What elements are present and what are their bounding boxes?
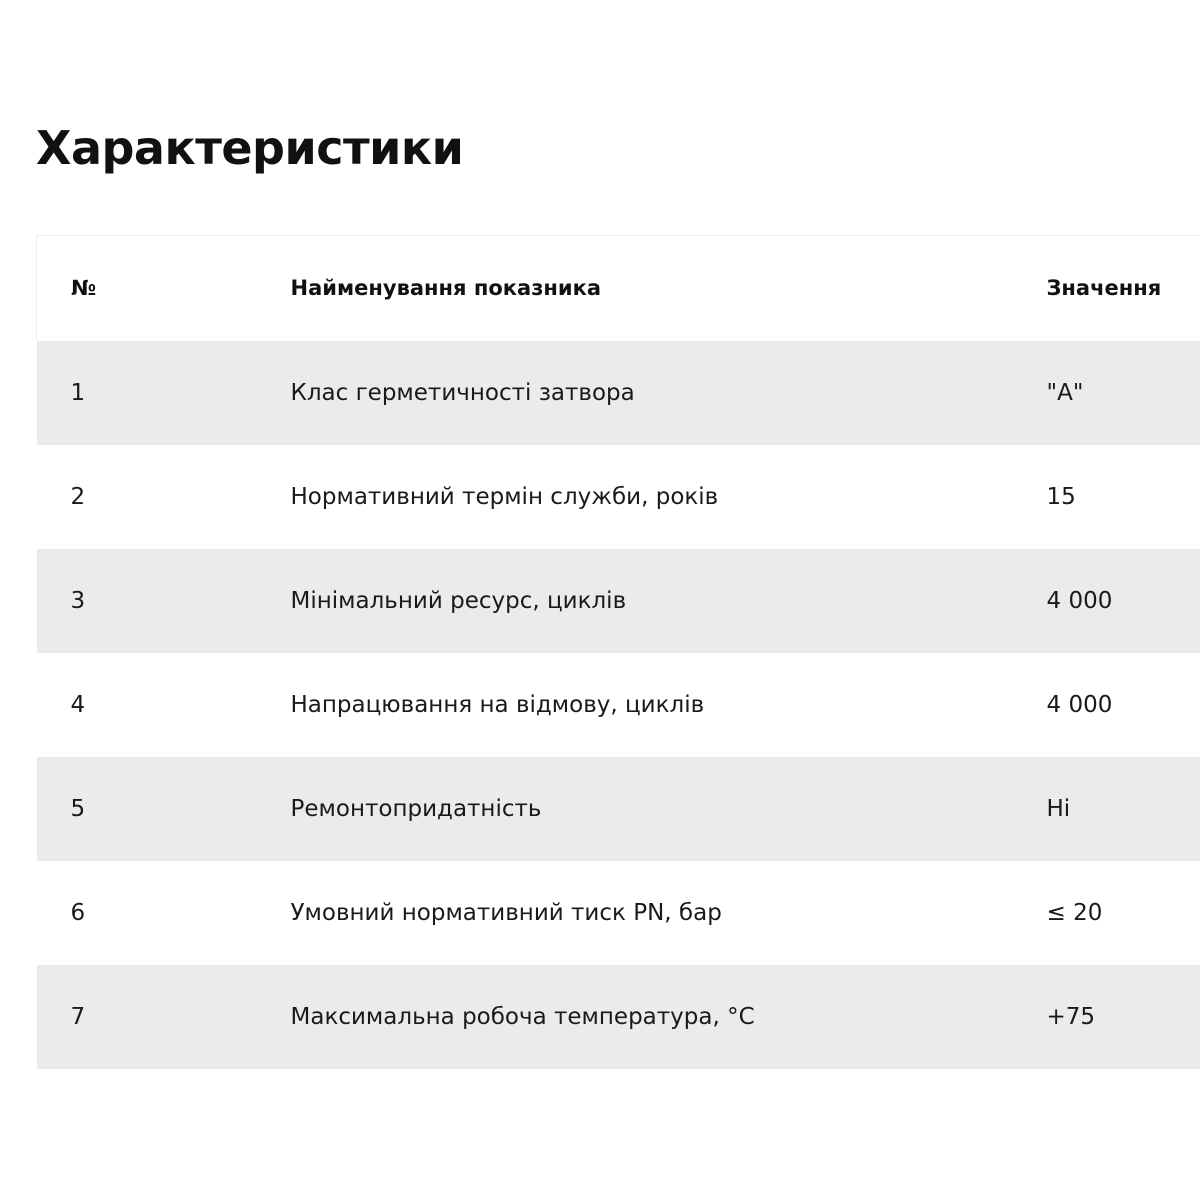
row-name: Умовний нормативний тиск PN, бар (290, 899, 722, 926)
row-value: 4 000 (1046, 587, 1113, 614)
table-row (37, 965, 1200, 1069)
header-name: Найменування показника (290, 276, 602, 301)
row-number: 5 (70, 795, 86, 822)
row-number: 4 (70, 691, 86, 718)
row-value: "А" (1046, 379, 1084, 406)
table-row (37, 341, 1200, 445)
row-number: 6 (70, 899, 86, 926)
row-number: 7 (70, 1003, 86, 1030)
row-value: ≤ 20 (1046, 899, 1103, 926)
table-row (37, 757, 1200, 861)
header-number: № (71, 276, 97, 301)
row-name: Мінімальний ресурс, циклів (290, 587, 627, 614)
page-title: Характеристики (36, 121, 464, 175)
specs-table (36, 235, 1200, 1069)
row-name: Ремонтопридатність (290, 795, 542, 822)
row-name: Нормативний термін служби, років (290, 483, 719, 510)
row-number: 1 (70, 379, 86, 406)
row-value: Ні (1046, 795, 1071, 822)
row-number: 2 (70, 483, 86, 510)
table-row (37, 653, 1200, 757)
table-header (37, 236, 1200, 341)
table-row (37, 861, 1200, 965)
table-body (37, 341, 1200, 1069)
table-row (37, 549, 1200, 653)
row-name: Максимальна робоча температура, °C (290, 1003, 755, 1030)
row-value: 4 000 (1046, 691, 1113, 718)
header-value: Значення (1046, 276, 1162, 301)
row-number: 3 (70, 587, 86, 614)
row-value: 15 (1046, 483, 1076, 510)
row-name: Напрацювання на відмову, циклів (290, 691, 705, 718)
table-row (37, 445, 1200, 549)
header-row (37, 236, 1200, 341)
row-name: Клас герметичності затвора (290, 379, 635, 406)
row-value: +75 (1046, 1003, 1096, 1030)
